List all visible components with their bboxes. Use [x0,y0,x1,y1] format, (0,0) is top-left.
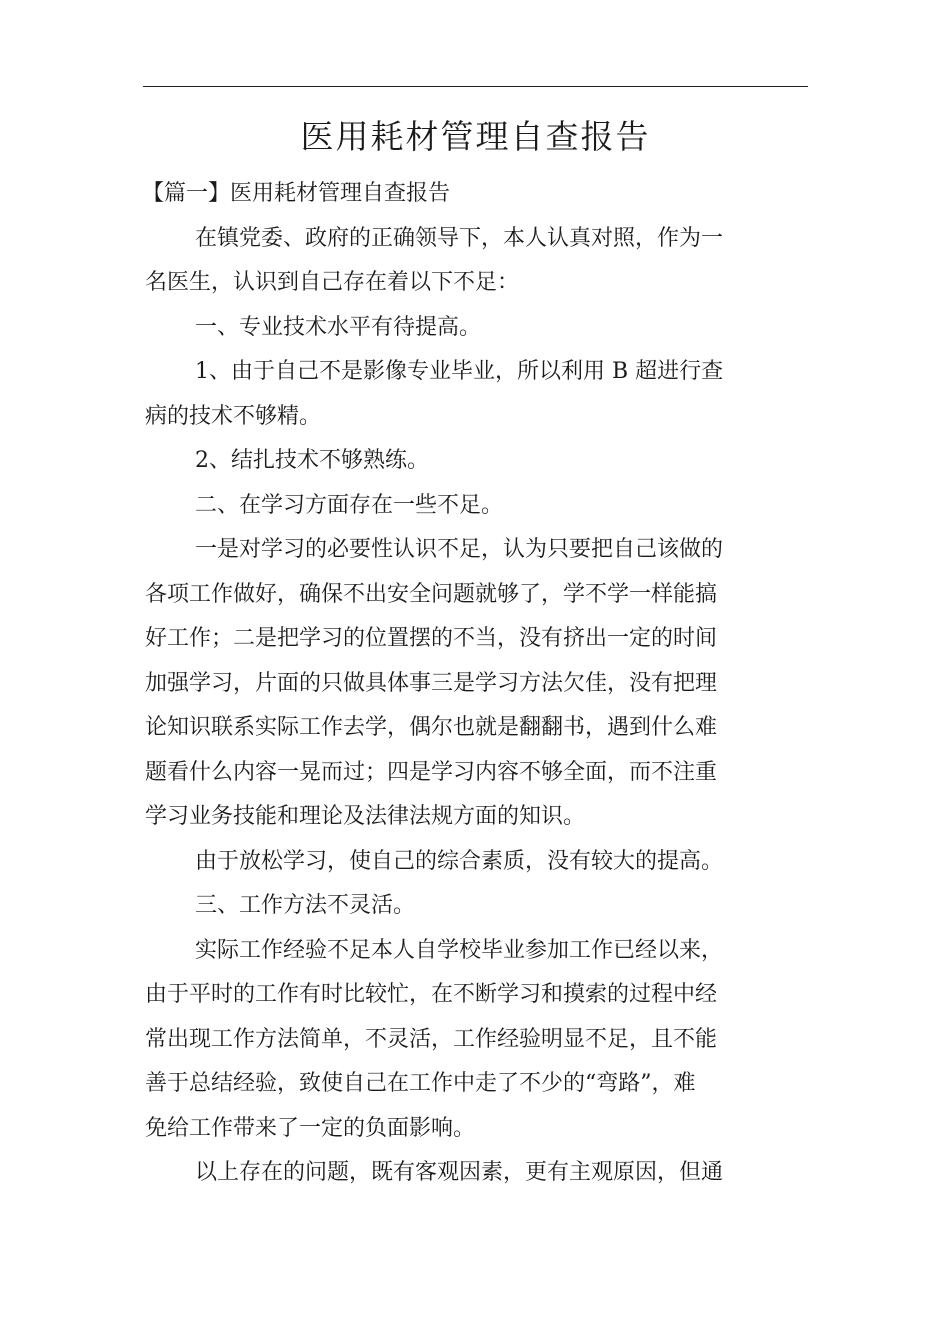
paragraph-line: 病的技术不够精。 [145,403,322,429]
paragraph-line: 题看什么内容一晃而过；四是学习内容不够全面，而不注重 [145,759,718,785]
section-heading: 【篇一】医用耗材管理自查报告 [142,181,451,206]
paragraph-line: 各项工作做好，确保不出安全问题就够了，学不学一样能搞 [145,581,718,607]
paragraph-line: 学习业务技能和理论及法律法规方面的知识。 [145,804,586,829]
paragraph-line: 免给工作带来了一定的负面影响。 [145,1115,476,1141]
paragraph-line: 二、在学习方面存在一些不足。 [195,492,504,518]
paragraph-line: 三、工作方法不灵活。 [195,893,416,918]
paragraph-line: 实际工作经验不足本人自学校毕业参加工作已经以来， [195,937,724,963]
document-body [142,172,810,1196]
paragraph-line: 论知识联系实际工作去学，偶尔也就是翻翻书，遇到什么难 [145,715,718,740]
header-rule [143,86,808,87]
paragraph-line: 1、由于自己不是影像专业毕业，所以利用 B 超进行查 [195,359,724,384]
paragraph-line: 善于总结经验，致使自己在工作中走了不少的“弯路”，难 [145,1071,696,1096]
paragraph-line: 以上存在的问题，既有客观因素，更有主观原因，但通 [195,1160,724,1185]
paragraph-line: 好工作；二是把学习的位置摆的不当，没有挤出一定的时间 [145,626,718,651]
paragraph-line: 由于平时的工作有时比较忙，在不断学习和摸索的过程中经 [145,982,718,1007]
paragraph-line: 常出现工作方法简单，不灵活，工作经验明显不足，且不能 [145,1026,718,1052]
paragraph-line: 由于放松学习，使自己的综合素质，没有较大的提高。 [195,848,724,874]
paragraph-line: 一是对学习的必要性认识不足，认为只要把自己该做的 [195,537,724,562]
paragraph-line: 一、专业技术水平有待提高。 [195,314,482,340]
paragraph-line: 2、结扎技术不够熟练。 [195,448,429,473]
page-title: 医用耗材管理自查报告 [300,117,651,156]
paragraph-line: 加强学习，片面的只做具体事三是学习方法欠佳，没有把理 [145,670,718,696]
paragraph-line: 在镇党委、政府的正确领导下，本人认真对照，作为一 [195,225,724,251]
paragraph-line: 名医生，认识到自己存在着以下不足： [145,270,520,295]
